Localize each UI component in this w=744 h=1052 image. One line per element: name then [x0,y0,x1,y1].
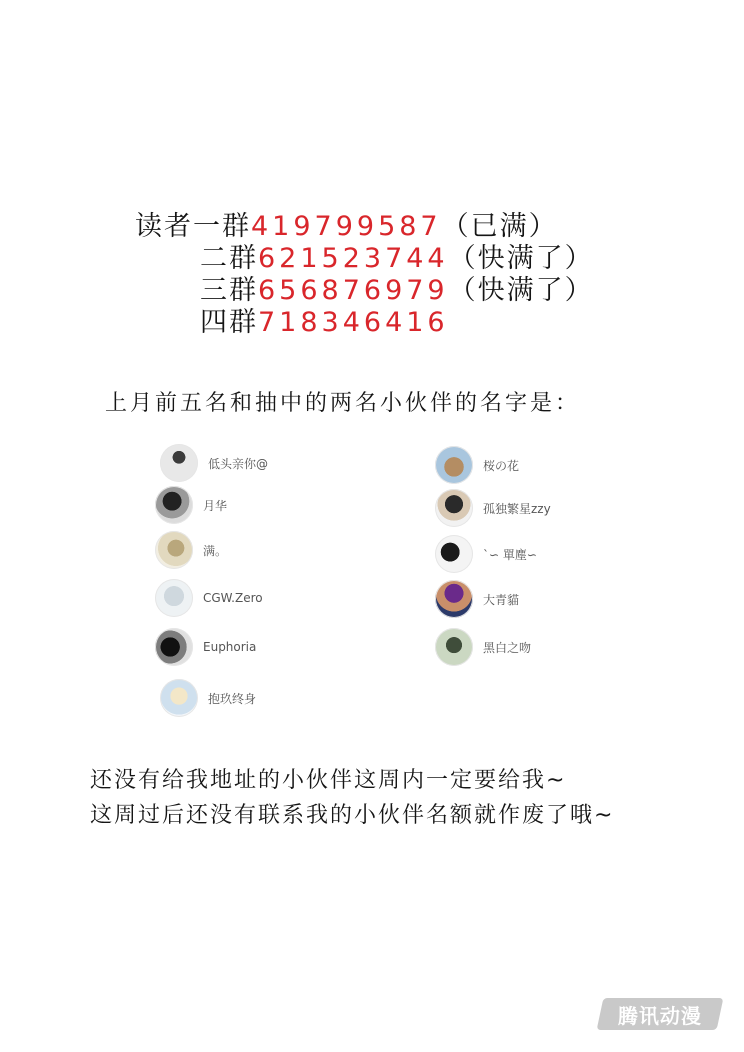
winner-item [160,677,256,719]
winners-title: 上月前五名和抽中的两名小伙伴的名字是： [105,391,581,416]
note-line-1: 还没有给我地址的小伙伴这周内一定要给我~ [90,768,567,793]
user-name: 月华 [203,498,228,513]
user-name: 桜の花 [483,458,520,473]
user-avatar [435,489,473,527]
user-name: `∽ 單塵∽ [483,547,537,562]
logo-text: 腾讯动漫 [618,1003,702,1028]
winner-item [155,484,227,526]
group-label: 三群 [200,275,258,306]
user-name: 大青貓 [483,592,520,607]
winner-item [155,529,227,571]
user-name: 抱玖终身 [208,691,257,706]
winner-item [160,442,268,484]
winner-item [435,487,551,529]
user-avatar [155,486,193,524]
user-avatar [155,628,193,666]
user-avatar [435,446,473,484]
user-name: 满。 [203,543,228,558]
user-avatar [155,579,193,617]
group-status: （已满） [441,211,558,242]
group-number: 718346416 [258,307,449,338]
group-label: 二群 [200,243,258,274]
user-name: 低头亲你@ [208,456,269,471]
user-avatar [435,580,473,618]
group-row-2 [200,242,594,276]
user-name: 黑白之吻 [483,640,532,655]
note-line-2: 这周过后还没有联系我的小伙伴名额就作废了哦~ [90,803,615,828]
group-row-4 [200,306,449,340]
winner-item [435,444,519,486]
group-status: （快满了） [448,243,594,274]
user-name: Euphoria [203,640,257,654]
winner-item [435,578,519,620]
group-number: 419799587 [251,211,442,242]
user-avatar [435,535,473,573]
group-row-1 [135,210,558,244]
group-number: 656876979 [258,275,449,306]
user-avatar [435,628,473,666]
winner-item [435,533,537,575]
winner-item [435,626,531,668]
user-name: CGW.Zero [203,591,263,605]
group-number: 621523744 [258,243,449,274]
group-label: 四群 [200,307,258,338]
group-row-3 [200,274,594,308]
winner-item [155,577,263,619]
winner-item [155,626,256,668]
user-name: 孤独繁星zzy [483,501,551,516]
tencent-comic-logo [597,998,724,1030]
user-avatar [160,679,198,717]
group-label: 读者一群 [135,211,251,242]
group-status: （快满了） [448,275,594,306]
user-avatar [155,531,193,569]
user-avatar [160,444,198,482]
